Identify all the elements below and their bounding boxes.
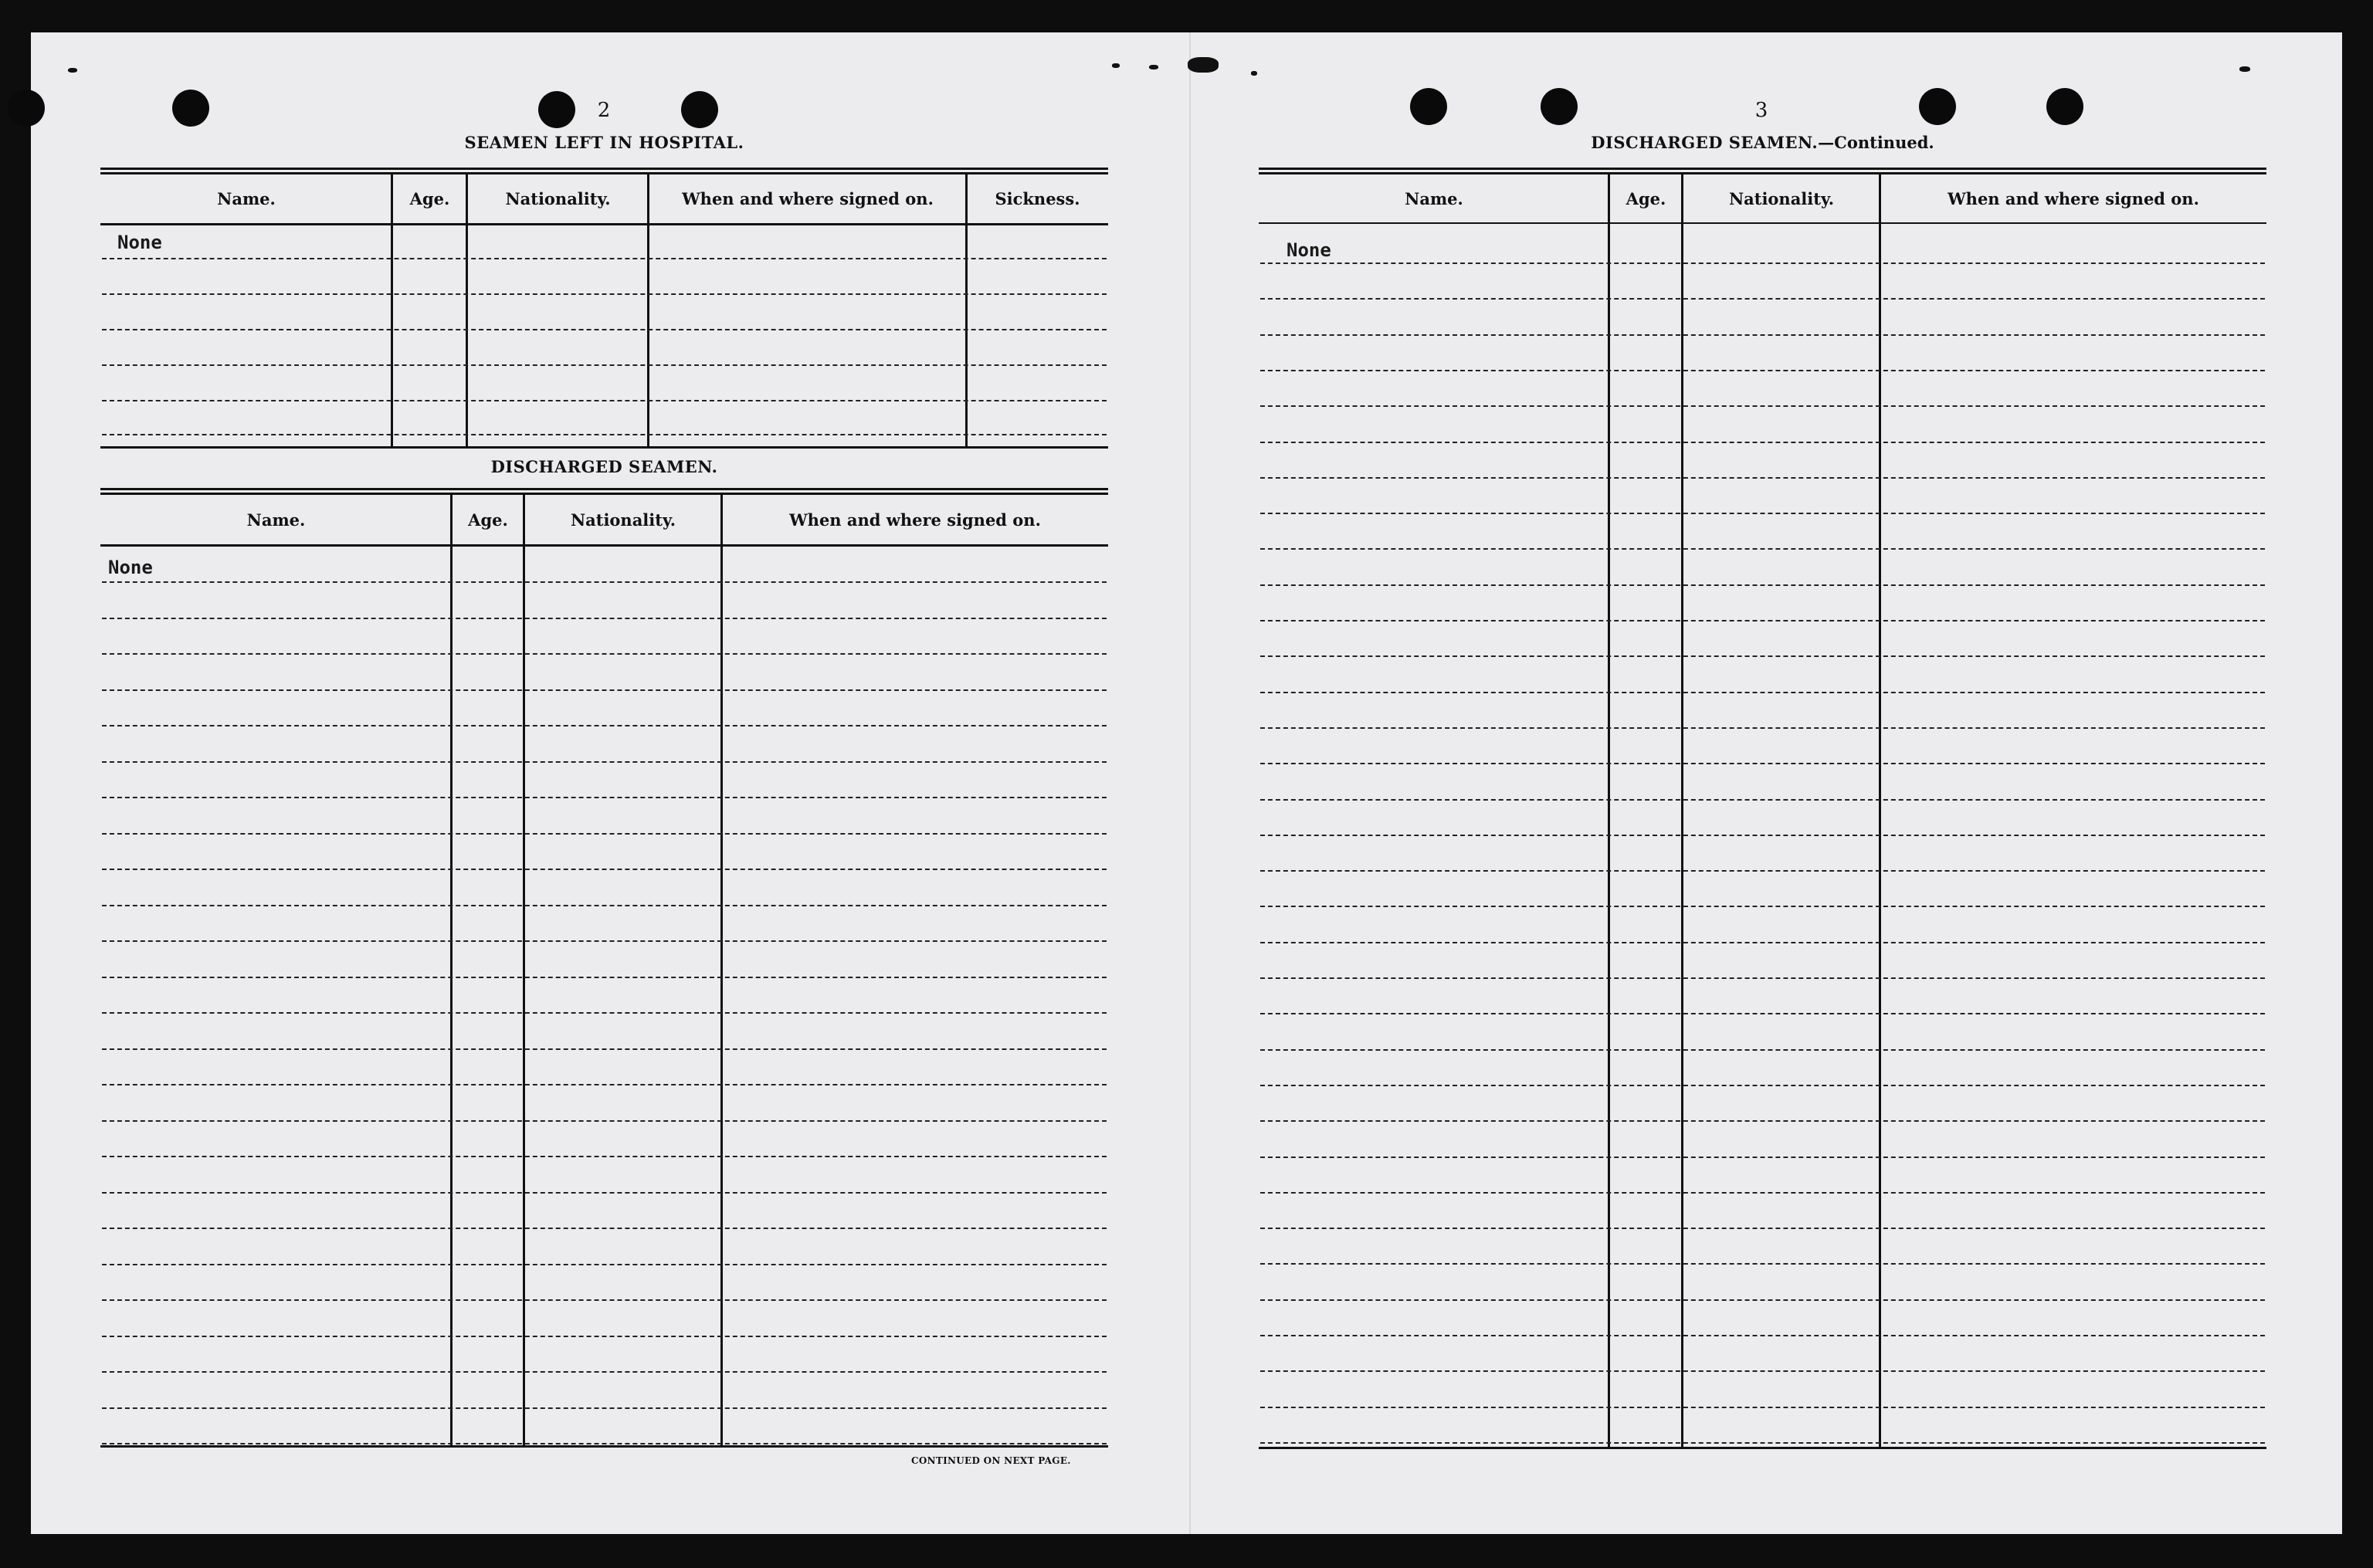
ruled-line xyxy=(102,258,1107,259)
ruled-line xyxy=(1260,548,2265,550)
ruled-line xyxy=(1260,262,2265,264)
ruled-line xyxy=(102,1371,1107,1373)
ruled-line xyxy=(1260,1192,2265,1194)
column-divider xyxy=(1608,174,1610,1447)
ruled-line xyxy=(1260,1407,2265,1408)
page-fold xyxy=(1189,32,1191,1534)
ruled-line xyxy=(1260,942,2265,943)
ruled-line xyxy=(102,905,1107,906)
column-header-signed-on: When and where signed on. xyxy=(789,510,1041,530)
ruled-line xyxy=(102,1299,1107,1301)
punch-hole xyxy=(1410,88,1447,125)
ruled-line xyxy=(1260,870,2265,872)
ruled-line xyxy=(1260,906,2265,907)
scan-speck xyxy=(1251,71,1257,76)
ruled-line xyxy=(102,1048,1107,1050)
column-divider xyxy=(523,495,525,1445)
ruled-line xyxy=(102,1443,1107,1444)
hospital-section-title: SEAMEN LEFT IN HOSPITAL. xyxy=(464,133,744,152)
ruled-line xyxy=(1260,799,2265,801)
ruled-line xyxy=(1260,405,2265,407)
column-divider xyxy=(1879,174,1881,1447)
ruled-line xyxy=(102,434,1107,435)
discharged-continued-entry-none: None xyxy=(1287,239,1331,261)
ruled-line xyxy=(102,833,1107,835)
ruled-line xyxy=(1260,477,2265,479)
scan-speck xyxy=(2239,66,2250,72)
ruled-line xyxy=(102,1120,1107,1122)
continued-note: CONTINUED ON NEXT PAGE. xyxy=(911,1455,1071,1466)
ruled-line xyxy=(1260,727,2265,729)
ruled-line xyxy=(1260,584,2265,586)
column-header-signed-on: When and where signed on. xyxy=(1948,188,2199,208)
ruled-line xyxy=(1260,1085,2265,1086)
discharged-table-header xyxy=(100,495,1108,547)
right-page-number: 3 xyxy=(1754,99,1768,122)
column-header-nationality: Nationality. xyxy=(1728,188,1835,208)
ruled-line xyxy=(102,1228,1107,1229)
column-header-name: Name. xyxy=(246,510,306,530)
column-header-name: Name. xyxy=(217,189,276,208)
ruled-line xyxy=(1260,763,2265,764)
ruled-line xyxy=(102,1012,1107,1014)
ruled-line xyxy=(1260,1049,2265,1051)
column-header-age: Age. xyxy=(468,510,508,530)
ruled-line xyxy=(1260,370,2265,371)
column-header-age: Age. xyxy=(1626,188,1666,208)
ruled-line xyxy=(102,761,1107,763)
column-header-nationality: Nationality. xyxy=(505,189,611,208)
column-header-name: Name. xyxy=(1405,188,1463,208)
ruled-line xyxy=(1260,1228,2265,1229)
punch-hole xyxy=(1541,88,1578,125)
column-divider xyxy=(1681,174,1683,1447)
ruled-line xyxy=(1260,1263,2265,1265)
ruled-line xyxy=(102,1336,1107,1337)
ruled-line xyxy=(102,618,1107,619)
column-header-nationality: Nationality. xyxy=(570,510,676,530)
left-page-number: 2 xyxy=(597,99,611,122)
ruled-line xyxy=(1260,835,2265,836)
punch-hole xyxy=(681,91,718,128)
ruled-line xyxy=(1260,1370,2265,1372)
punch-hole xyxy=(538,91,575,128)
ruled-line xyxy=(102,400,1107,401)
ruled-line xyxy=(102,1407,1107,1409)
ruled-line xyxy=(1260,1120,2265,1122)
discharged-continued-title xyxy=(1259,133,2266,152)
ruled-line xyxy=(1260,1013,2265,1014)
ruled-line xyxy=(102,329,1107,330)
column-divider xyxy=(391,174,393,446)
discharged-table xyxy=(100,493,1108,1448)
ruled-line xyxy=(102,977,1107,978)
ruled-line xyxy=(102,940,1107,942)
column-divider xyxy=(965,174,968,446)
column-header-signed-on: When and where signed on. xyxy=(682,189,934,208)
ruled-line xyxy=(1260,334,2265,336)
punch-hole xyxy=(2046,88,2083,125)
discharged-continued-title-main: DISCHARGED SEAMEN. xyxy=(1591,133,1819,152)
ruled-line xyxy=(1260,655,2265,657)
scan-speck xyxy=(1112,63,1120,68)
ruled-line xyxy=(1260,1442,2265,1444)
ruled-line xyxy=(102,869,1107,870)
ruled-line xyxy=(102,689,1107,691)
hospital-table-header xyxy=(100,174,1108,225)
ruled-line xyxy=(1260,692,2265,693)
column-divider xyxy=(450,495,453,1445)
hospital-table xyxy=(100,172,1108,449)
column-divider xyxy=(720,495,723,1445)
ruled-line xyxy=(102,1192,1107,1194)
ruled-line xyxy=(1260,1299,2265,1301)
discharged-entry-none: None xyxy=(108,557,153,578)
ruled-line xyxy=(1260,513,2265,514)
ruled-line xyxy=(102,364,1107,366)
ruled-line xyxy=(1260,298,2265,300)
punch-hole xyxy=(172,90,209,127)
scan-speck xyxy=(68,68,77,73)
ruled-line xyxy=(1260,442,2265,443)
discharged-continued-table xyxy=(1259,172,2266,1449)
ruled-line xyxy=(1260,977,2265,979)
ruled-line xyxy=(1260,620,2265,621)
discharged-continued-header xyxy=(1259,174,2266,224)
discharged-section-title: DISCHARGED SEAMEN. xyxy=(490,457,718,476)
column-header-sickness: Sickness. xyxy=(995,189,1080,208)
punch-hole xyxy=(1919,88,1956,125)
scan-speck xyxy=(1188,57,1219,73)
ruled-line xyxy=(102,293,1107,295)
column-divider xyxy=(647,174,649,446)
punch-hole xyxy=(8,90,45,127)
scan-speck xyxy=(1149,65,1158,69)
ruled-line xyxy=(102,725,1107,726)
hospital-entry-none: None xyxy=(117,232,162,253)
ruled-line xyxy=(102,797,1107,798)
discharged-continued-title-suffix: —Continued. xyxy=(1818,133,1934,152)
ruled-line xyxy=(102,1264,1107,1265)
ruled-line xyxy=(102,581,1107,583)
ruled-line xyxy=(1260,1335,2265,1336)
ruled-line xyxy=(1260,1157,2265,1158)
column-divider xyxy=(466,174,468,446)
ruled-line xyxy=(102,1084,1107,1085)
ruled-line xyxy=(102,1156,1107,1157)
ruled-line xyxy=(102,653,1107,655)
column-header-age: Age. xyxy=(409,189,450,208)
